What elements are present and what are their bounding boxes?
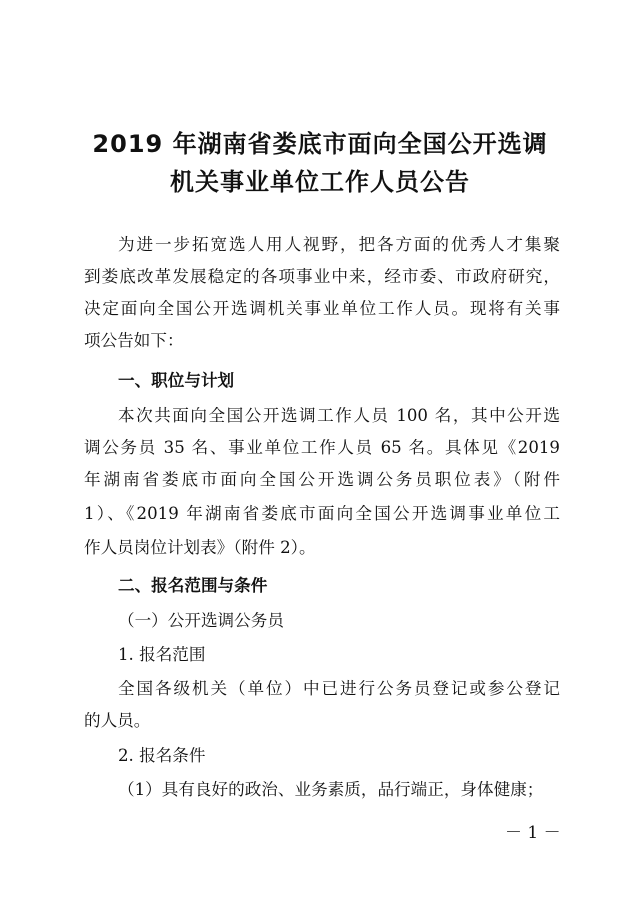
section1-line-5: 作人员岗位计划表》（附件 2）。 — [84, 538, 316, 557]
section-heading-positions: 一、职位与计划 — [118, 371, 235, 390]
intro-line-1: 为进一步拓宽选人用人视野，把各方面的优秀人才集聚 — [118, 235, 560, 254]
document-title-line-1: 2019 年湖南省娄底市面向全国公开选调 — [92, 130, 548, 158]
subsection-civil-servants: （一）公开选调公务员 — [118, 611, 284, 630]
section1-line-4: 1）、《2019 年湖南省娄底市面向全国公开选调事业单位工 — [84, 504, 560, 523]
scope-line-1: 全国各级机关（单位）中已进行公务员登记或参公登记 — [118, 679, 560, 698]
section1-line-3: 年湖南省娄底市面向全国公开选调公务员职位表》（附件 — [84, 470, 560, 489]
section1-line-2: 调公务员 35 名、事业单位工作人员 65 名。具体见《2019 — [84, 438, 560, 457]
intro-line-3: 决定面向全国公开选调机关事业单位工作人员。现将有关事 — [84, 299, 560, 318]
page-number: － 1 － — [505, 823, 561, 843]
condition-1: （1）具有良好的政治、业务素质，品行端正，身体健康； — [118, 780, 544, 799]
section-heading-eligibility: 二、报名范围与条件 — [118, 576, 268, 595]
item-registration-scope: 1. 报名范围 — [118, 645, 206, 664]
item-registration-conditions: 2. 报名条件 — [118, 746, 206, 765]
section1-line-1: 本次共面向全国公开选调工作人员 100 名，其中公开选 — [118, 406, 560, 425]
intro-line-4: 项公告如下： — [84, 331, 184, 350]
document-title-line-2: 机关事业单位工作人员公告 — [170, 168, 470, 196]
intro-line-2: 到娄底改革发展稳定的各项事业中来，经市委、市政府研究， — [84, 267, 560, 286]
scope-line-2: 的人员。 — [84, 711, 151, 730]
